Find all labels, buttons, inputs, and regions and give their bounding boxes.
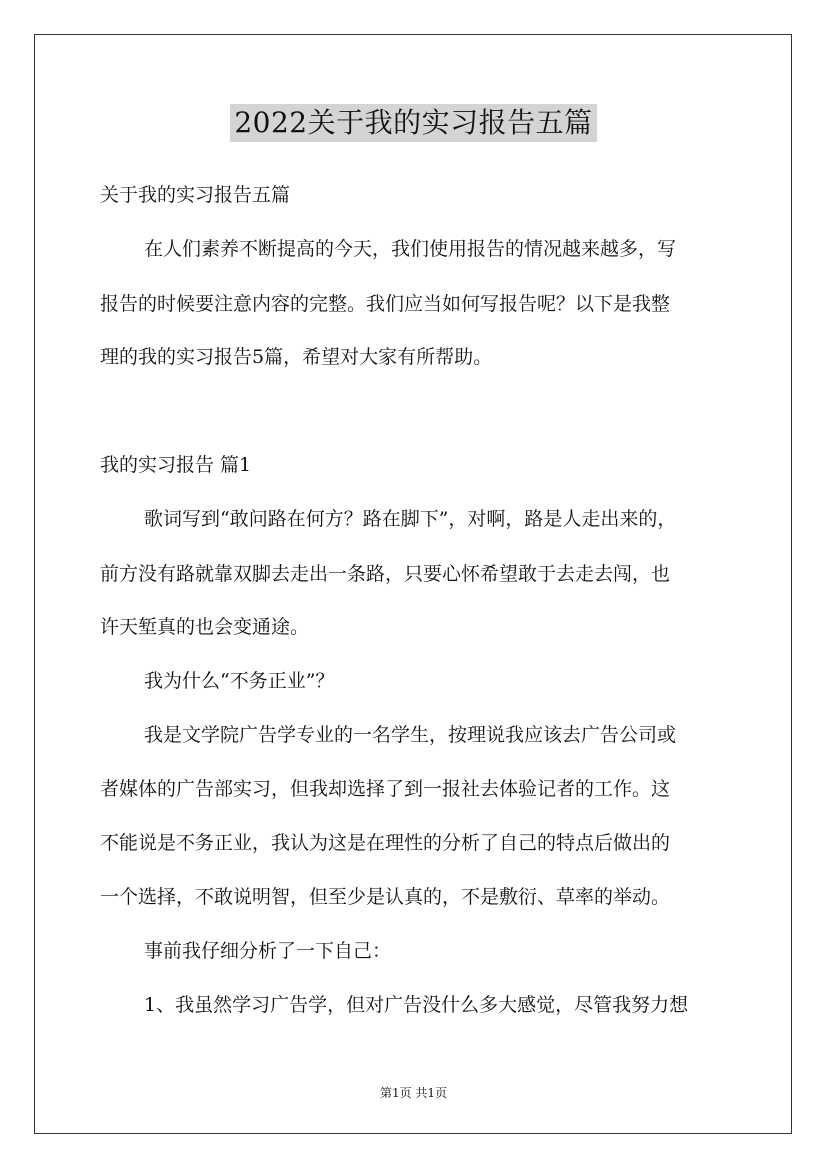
section-title: 我的实习报告 篇1: [100, 454, 252, 476]
document-heading: 关于我的实习报告五篇: [100, 184, 291, 206]
para4-line: 事前我仔细分析了一下自己：: [144, 940, 392, 962]
para5-line: 1、我虽然学习广告学，但对广告没什么多大感觉，尽管我努力想: [144, 994, 689, 1016]
page-footer: 第1页 共1页: [379, 1086, 448, 1100]
document-title: 2022关于我的实习报告五篇: [230, 104, 596, 142]
para3-line-3: 不能说是不务正业，我认为这是在理性的分析了自己的特点后做出的: [100, 832, 671, 854]
title-container: [0, 104, 827, 142]
para2-line: 我为什么“不务正业”？: [144, 670, 335, 692]
para1-line-3: 许天堑真的也会变通途。: [100, 616, 310, 638]
para3-line-2: 者媒体的广告部实习，但我却选择了到一报社去体验记者的工作。这: [100, 778, 671, 800]
intro-line-3: 理的我的实习报告5篇，希望对大家有所帮助。: [100, 346, 493, 368]
intro-line-1: 在人们素养不断提高的今天，我们使用报告的情况越来越多，写: [144, 238, 677, 260]
para3-line-4: 一个选择，不敢说明智，但至少是认真的，不是敷衍、草率的举动。: [100, 886, 671, 908]
para1-line-2: 前方没有路就靠双脚去走出一条路，只要心怀希望敢于去走去闯，也: [100, 563, 671, 585]
para3-line-1: 我是文学院广告学专业的一名学生，按理说我应该去广告公司或: [144, 724, 677, 746]
intro-line-2: 报告的时候要注意内容的完整。我们应当如何写报告呢？以下是我整: [100, 293, 671, 315]
para1-line-1: 歌词写到“敢问路在何方？路在脚下”，对啊，路是人走出来的，: [144, 508, 677, 530]
